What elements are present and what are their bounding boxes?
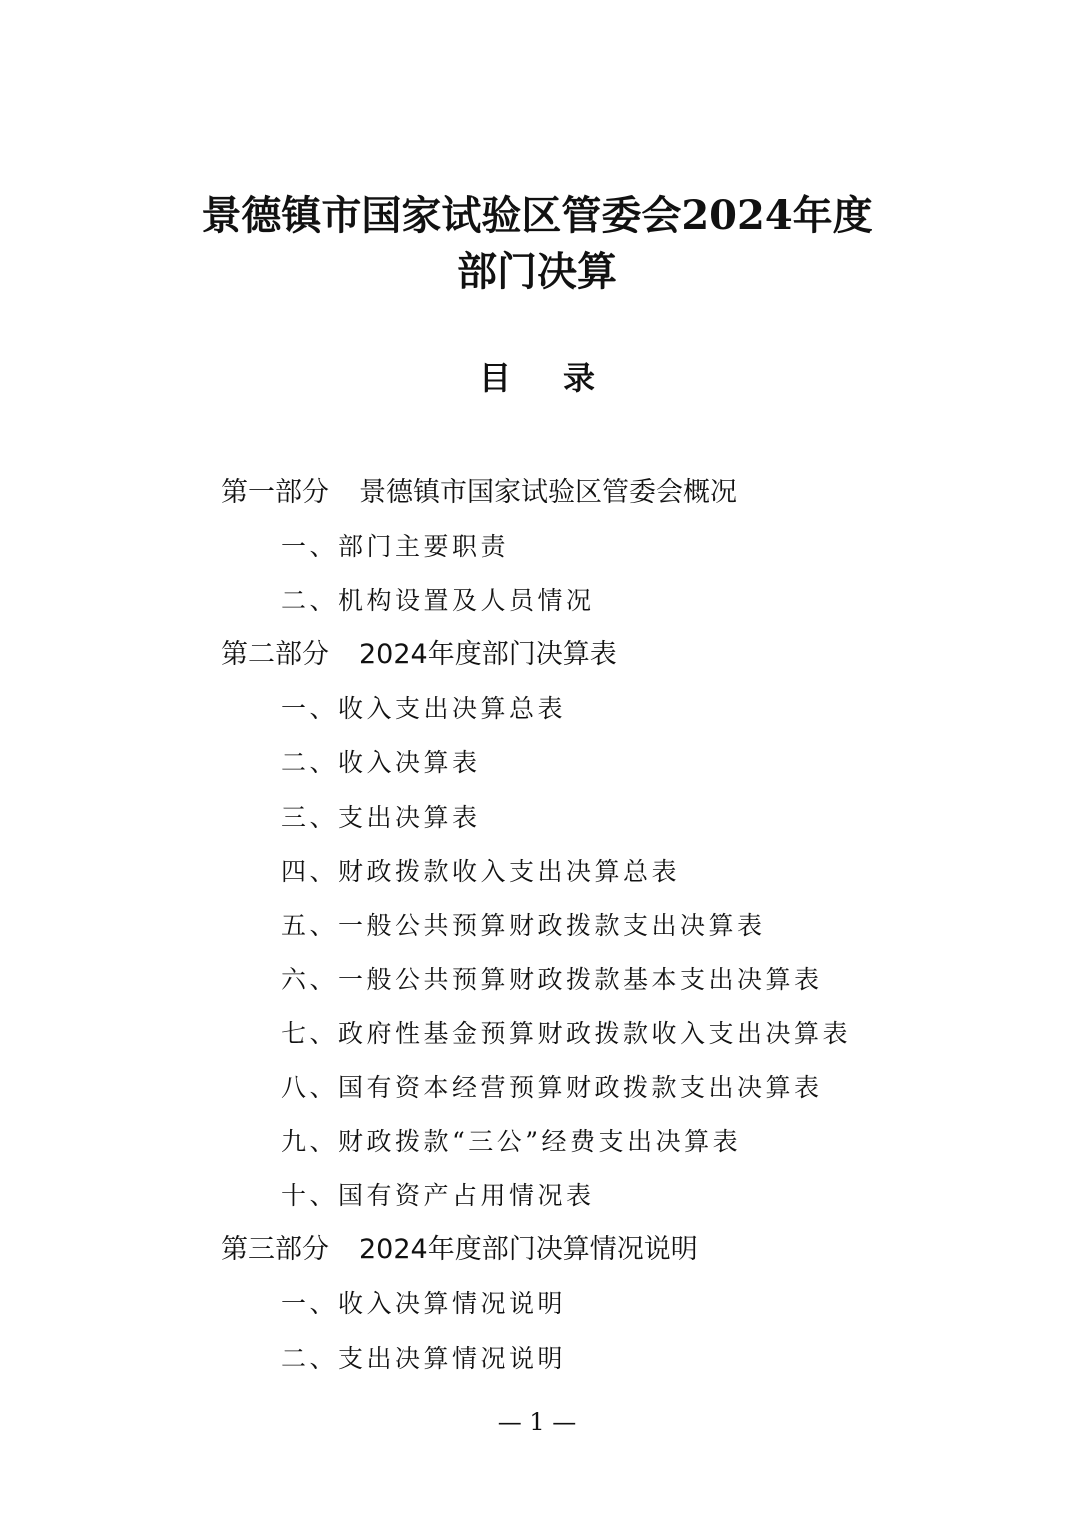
toc-part-title: 2024年度部门决算情况说明 [359,1234,698,1266]
toc-part-label: 第一部分 [221,477,329,508]
toc-item: 九、财政拨款“三公”经费支出决算表 [281,1127,742,1157]
toc-item: 二、支出决算情况说明 [281,1343,567,1373]
toc-item: 五、一般公共预算财政拨款支出决算表 [281,910,766,940]
toc-item: 六、一般公共预算财政拨款基本支出决算表 [281,964,823,994]
page-number: — 1 — [497,1408,577,1436]
toc-item: 一、部门主要职责 [281,532,510,562]
toc-item: 一、收入决算情况说明 [281,1289,567,1319]
toc-item: 四、财政拨款收入支出决算总表 [281,856,681,886]
toc-item: 八、国有资本经营预算财政拨款支出决算表 [281,1073,823,1103]
toc-item: 三、支出决算表 [281,802,481,832]
document-title-line-2: 部门决算 [457,248,617,295]
toc-part-label: 第二部分 [221,639,329,671]
toc-part-1 [0,466,1074,520]
document-title-line-1: 景德镇市国家试验区管委会2024年度 [201,192,873,239]
toc-item: 十、国有资产占用情况表 [281,1181,595,1211]
toc-part-2 [0,628,1074,682]
toc-part-title: 景德镇市国家试验区管委会概况 [359,477,737,508]
table-of-contents [0,466,1074,1386]
toc-part-label: 第三部分 [221,1234,329,1266]
toc-part-title: 2024年度部门决算表 [359,639,617,671]
toc-item: 二、机构设置及人员情况 [281,586,595,616]
toc-item: 一、收入支出决算总表 [281,694,567,724]
toc-heading: 目录 [478,359,647,397]
toc-item: 二、收入决算表 [281,748,481,778]
toc-part-3 [0,1223,1074,1277]
toc-item: 七、政府性基金预算财政拨款收入支出决算表 [281,1018,852,1048]
